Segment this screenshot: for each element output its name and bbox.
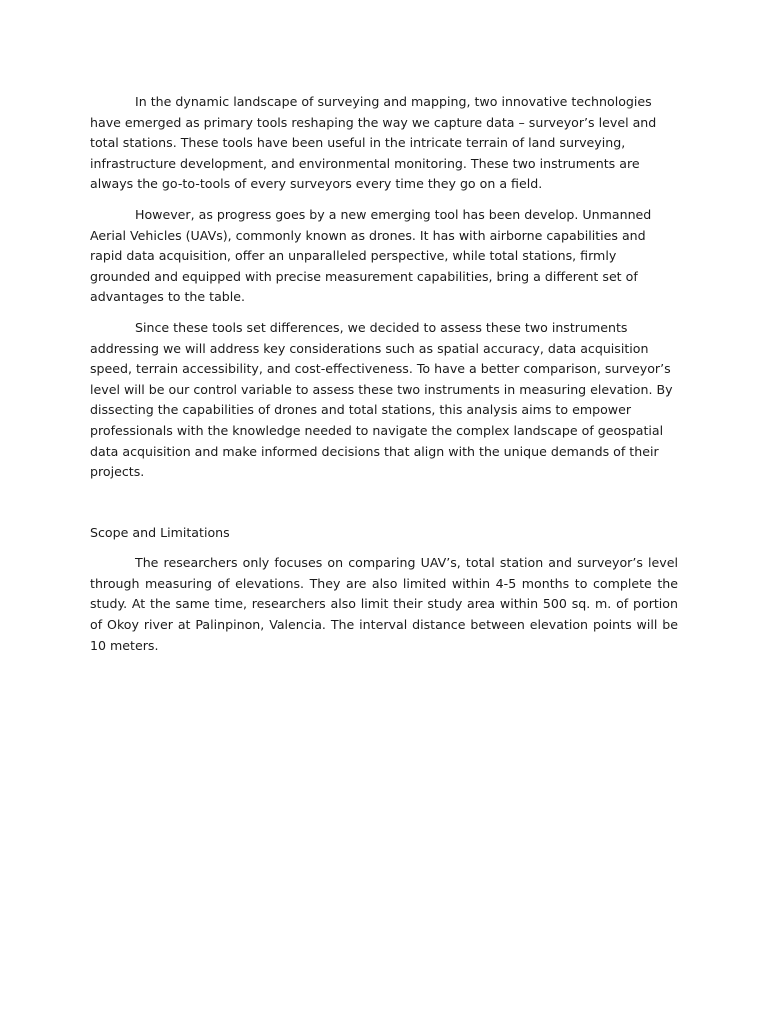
- scope-paragraph: The researchers only focuses on comparing UAV’s, total station and surveyor’s level through measuring of elevations. They are also limited within 4-5 months to complete the study. At the same time, researchers also limit their study area within 500 sq. m. of portion of Okoy river at Palinpinon, Valencia. The interval distance between elevation points will be 10 meters.: [90, 555, 678, 653]
- intro-paragraph: In the dynamic landscape of surveying and mapping, two innovative technologies have emerged as primary tools reshaping the way we capture data – surveyor’s level and total stations. These tools have been useful in the intricate terrain of land surveying, infrastructure development, and environmental monitoring. These two instruments are always the go-to-tools of every surveyors every time they go on a field.: [90, 94, 657, 192]
- document-body: [90, 92, 678, 666]
- uav-paragraph: However, as progress goes by a new emerging tool has been develop. Unmanned Aerial Vehicles (UAVs), commonly known as drones. It has with airborne capabilities and rapid data acquisition, offer an unparalleled perspective, while total stations, firmly grounded and equipped with precise measurement capabilities, bring a different set of advantages to the table.: [90, 206, 652, 305]
- assessment-paragraph: Since these tools set differences, we decided to assess these two instruments addressing we will address key considerations such as spatial accuracy, data acquisition speed, terrain accessibility, and cost-effectiveness. To have a better comparison, surveyor’s level will be our control variable to assess these two instruments in measuring elevation. By dissecting the capabilities of drones and total stations, this analysis aims to empower professionals with the knowledge needed to navigate the complex landscape of geospatial data acquisition and make informed decisions that align with the unique demands of their projects.: [90, 319, 673, 480]
- scope-heading: Scope and Limitations: [90, 524, 230, 540]
